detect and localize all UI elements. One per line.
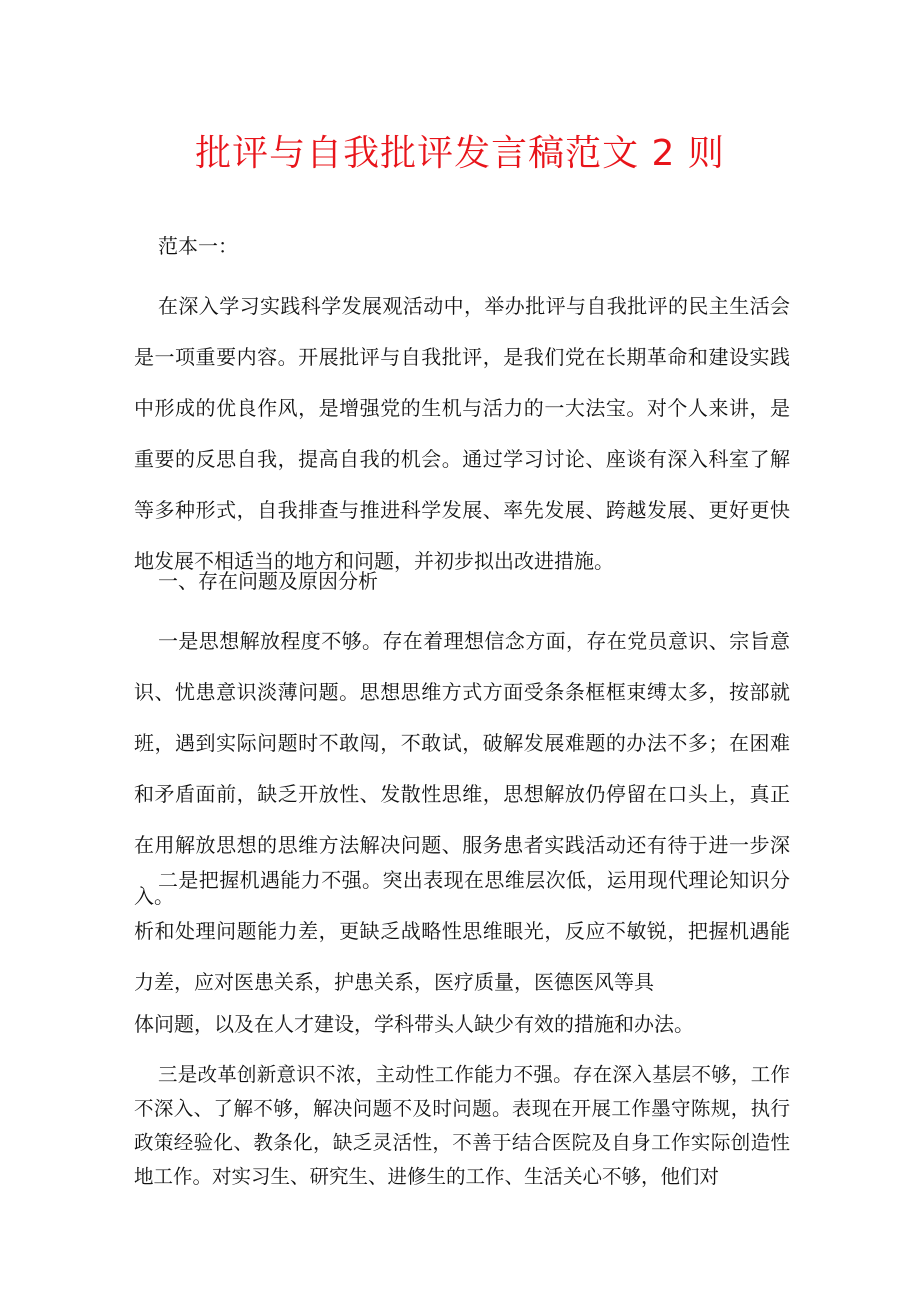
paragraph-point-two: 二是把握机遇能力不强。突出表现在思维层次低，运用现代理论知识分析和处理问题能力差，更缺乏战略性思维眼光，反应不敏锐，把握机遇能力差，应对医患关系，护患关系，医疗质量，医德医风等具 [134, 868, 790, 994]
section-label: 范本一： [158, 234, 238, 258]
paragraph-point-two-continued: 体问题，以及在人才建设，学科带头人缺少有效的措施和办法。 [134, 1012, 694, 1036]
paragraph-intro: 在深入学习实践科学发展观活动中，举办批评与自我批评的民主生活会是一项重要内容。开展批评与自我批评，是我们党在长期革命和建设实践中形成的优良作风，是增强党的生机与活力的一大法宝。对个人来讲，是重要的反思自我，提高自我的机会。通过学习讨论、座谈有深入科室了解等多种形式，自我排查与推进科学发展、率先发展、跨越发展、更好更快地发展不相适当的地方和问题，并初步拟出改进措施。 [134, 294, 790, 573]
paragraph-point-one: 一是思想解放程度不够。存在着理想信念方面，存在党员意识、宗旨意识、忧患意识淡薄问题。思想思维方式方面受条条框框束缚太多，按部就班，遇到实际问题时不敢闯，不敢试，破解发展难题的办法不多；在困难和矛盾面前，缺乏开放性、发散性思维，思想解放仍停留在口头上，真正在用解放思想的思维方法解决问题、服务患者实践活动还有待于进一步深入。 [134, 629, 790, 908]
paragraph-point-three: 三是改革创新意识不浓，主动性工作能力不强。存在深入基层不够，工作不深入、了解不够，解决问题不及时问题。表现在开展工作墨守陈规，执行政策经验化、教条化，缺乏灵活性，不善于结合医院及自身工作实际创造性地工作。对实习生、研究生、进修生的工作、生活关心不够，他们对 [134, 1063, 790, 1188]
section-heading-problems: 一、存在问题及原因分析 [158, 569, 378, 593]
document-title: 批评与自我批评发言稿范文 2 则 [195, 133, 725, 174]
